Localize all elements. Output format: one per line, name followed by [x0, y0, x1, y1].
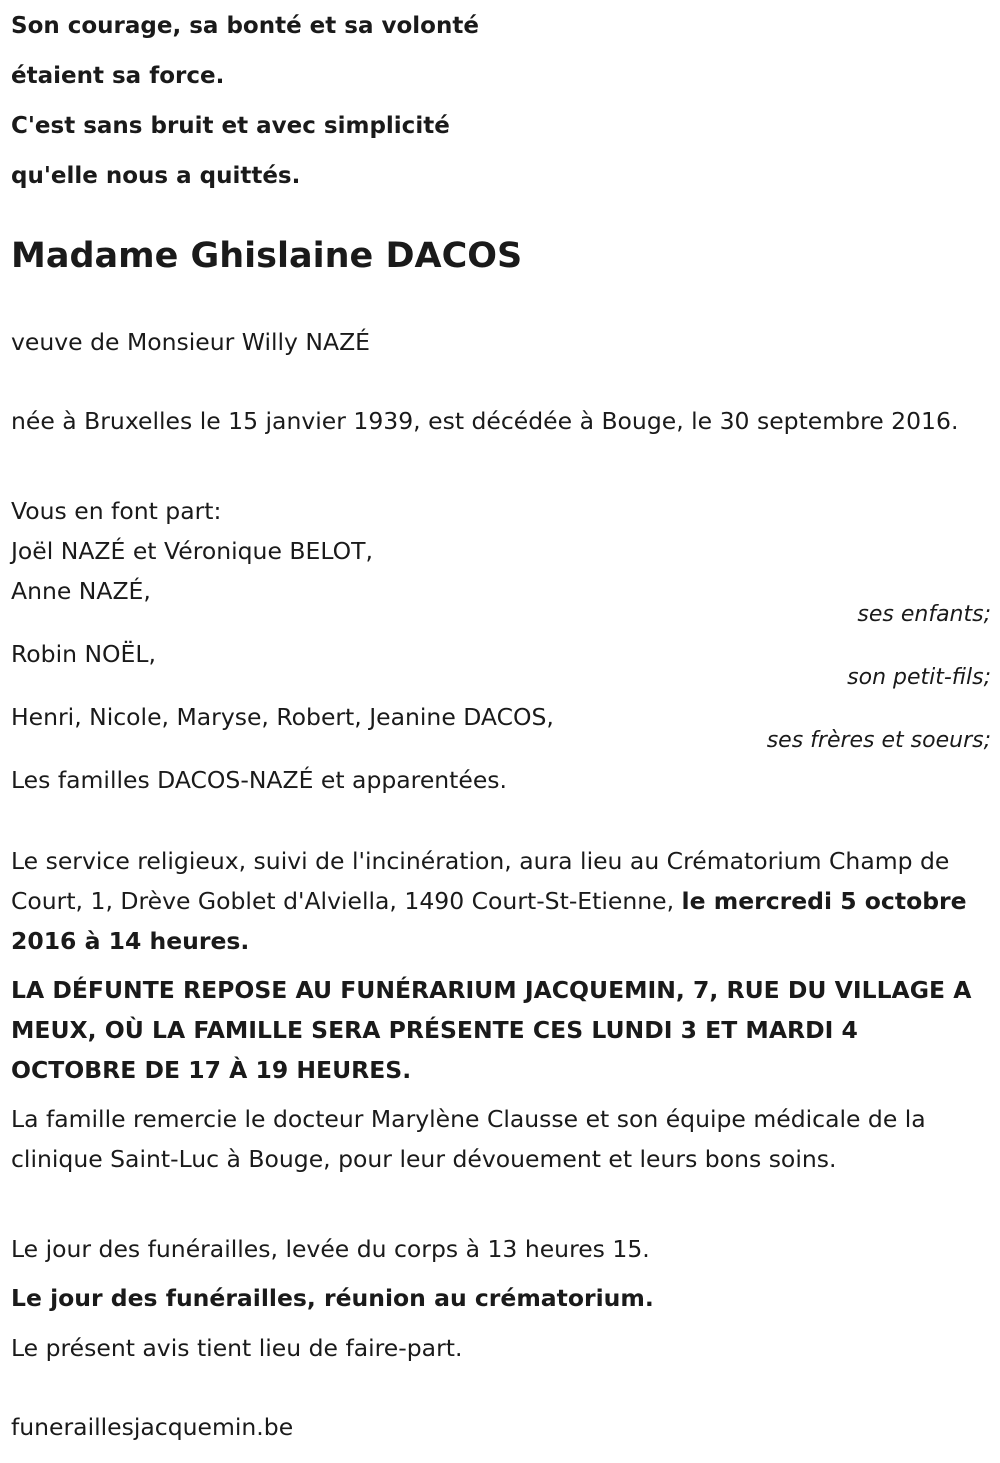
- siblings-label: ses frères et soeurs;: [766, 728, 991, 753]
- quote-line: qu'elle nous a quittés.: [11, 163, 301, 189]
- quote-line: Son courage, sa bonté et sa volonté: [11, 13, 479, 39]
- faire-part: Le présent avis tient lieu de faire-part.: [11, 1334, 463, 1362]
- announce-intro: Vous en font part:: [11, 497, 222, 525]
- widow-of: veuve de Monsieur Willy NAZÉ: [11, 328, 371, 356]
- service-date: le mercredi 5 octobre 2016 à 14 heures.: [11, 887, 967, 955]
- quote-line: étaient sa force.: [11, 63, 225, 89]
- siblings: Henri, Nicole, Maryse, Robert, Jeanine DACOS,: [11, 703, 554, 731]
- grandson: Robin NOËL,: [11, 640, 156, 668]
- service-paragraph: [11, 841, 991, 961]
- children-line-2: Anne NAZÉ,: [11, 577, 151, 605]
- reunion: Le jour des funérailles, réunion au crématorium.: [11, 1284, 654, 1312]
- deceased-name: Madame Ghislaine DACOS: [11, 236, 523, 276]
- grandson-label: son petit-fils;: [847, 665, 991, 690]
- families: Les familles DACOS-NAZÉ et apparentées.: [11, 766, 508, 794]
- birth-death: née à Bruxelles le 15 janvier 1939, est décédée à Bouge, le 30 septembre 2016.: [11, 407, 959, 435]
- repose-notice: LA DÉFUNTE REPOSE AU FUNÉRARIUM JACQUEMIN, 7, RUE DU VILLAGE A MEUX, OÙ LA FAMILLE SERA PRÉSENTE CES LUNDI 3 ET MARDI 4 OCTOBRE DE 17 À 19 HEURES.: [11, 976, 972, 1084]
- children-label: ses enfants;: [857, 602, 991, 627]
- levee: Le jour des funérailles, levée du corps à 13 heures 15.: [11, 1235, 650, 1263]
- quote-line: C'est sans bruit et avec simplicité: [11, 113, 450, 139]
- children-line-1: Joël NAZÉ et Véronique BELOT,: [11, 537, 373, 565]
- website-link[interactable]: funeraillesjacquemin.be: [11, 1413, 294, 1441]
- obituary-notice: [11, 0, 991, 1441]
- thanks: La famille remercie le docteur Marylène Clausse et son équipe médicale de la clinique Saint-Luc à Bouge, pour leur dévouement et leurs bons soins.: [11, 1105, 926, 1173]
- quote-block: [11, 0, 991, 201]
- service-text: Le service religieux, suivi de l'incinération, aura lieu au Crématorium Champ de Court, 1, Drève Goblet d'Alviella, 1490 Court-St-Etienne,: [11, 847, 950, 915]
